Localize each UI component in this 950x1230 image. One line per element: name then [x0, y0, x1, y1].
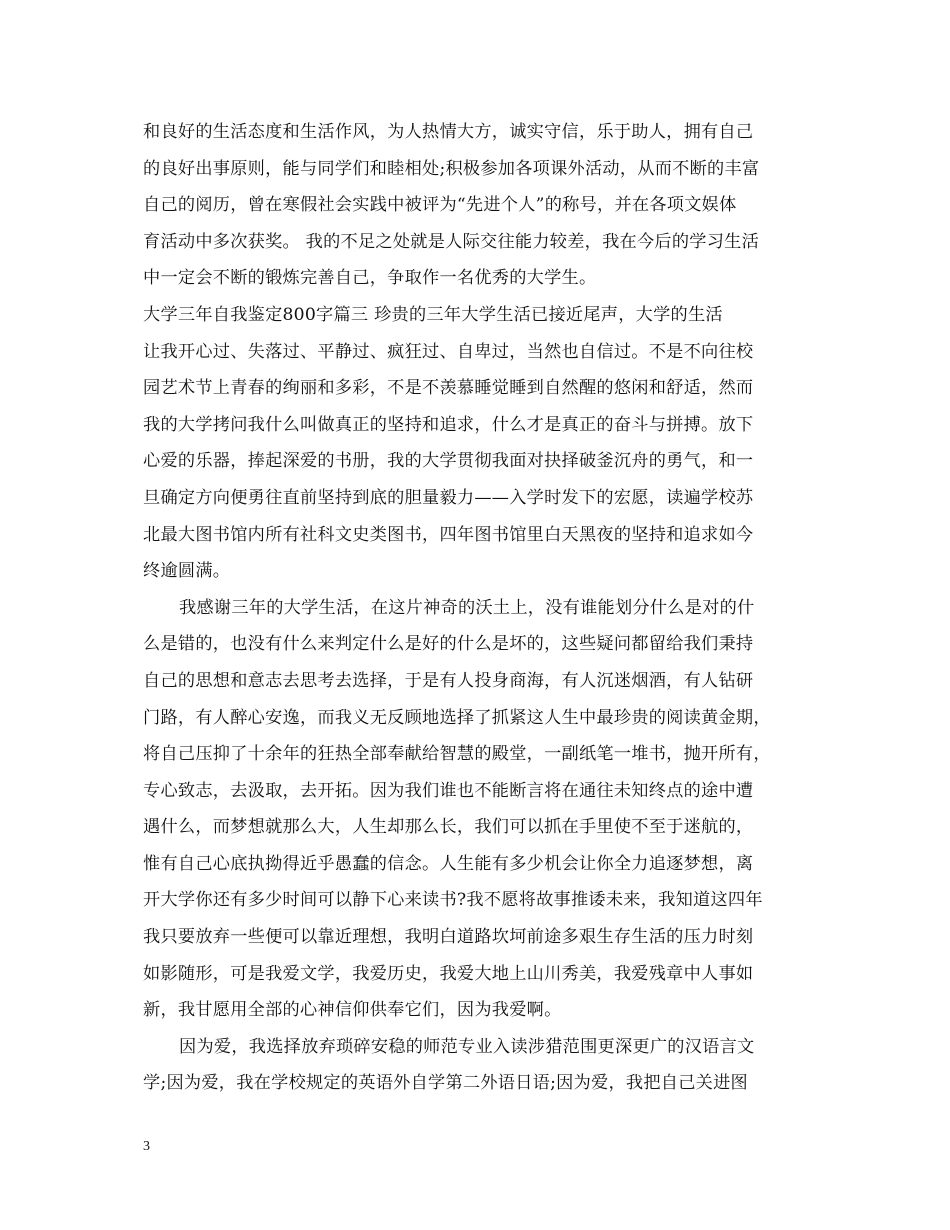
text-line: 么是错的，也没有什么来判定什么是好的什么是坏的，这些疑问都留给我们秉持 — [143, 634, 754, 655]
text-line: 让我开心过、失落过、平静过、疯狂过、自卑过，当然也自信过。不是不向往校 — [143, 341, 754, 362]
text-line: 因为爱，我选择放弃琐碎安稳的师范专业入读涉猎范围更深更广的汉语言文 — [179, 1036, 755, 1057]
text-line: 自己的阅历，曾在寒假社会实践中被评为“先进个人”的称号，并在各项文娱体 — [143, 195, 737, 216]
text-line: 如影随形，可是我爱文学，我爱历史，我爱大地上山川秀美，我爱残章中人事如 — [143, 963, 754, 984]
text-line: 学;因为爱，我在学校规定的英语外自学第二外语日语;因为爱，我把自己关进图 — [143, 1073, 748, 1094]
text-line: 育活动中多次获奖。 我的不足之处就是人际交往能力较差，我在今后的学习生活 — [143, 231, 760, 252]
text-line: 将自己压抑了十余年的狂热全部奉献给智慧的殿堂，一副纸笔一堆书，抛开所有， — [143, 744, 771, 765]
text-line: 惟有自己心底执拗得近乎愚蠢的信念。人生能有多少机会让你全力追逐梦想，离 — [143, 853, 754, 874]
text-line: 专心致志，去汲取，去开拓。因为我们谁也不能断言将在通往未知终点的途中遭 — [143, 780, 754, 801]
text-line: 门路，有人醉心安逸，而我义无反顾地选择了抓紧这人生中最珍贵的阅读黄金期， — [143, 707, 771, 728]
text-line: 园艺术节上青春的绚丽和多彩，不是不羡慕睡觉睡到自然醒的悠闲和舒适，然而 — [143, 378, 754, 399]
text-line: 旦确定方向便勇往直前坚持到底的胆量毅力——入学时发下的宏愿，读遍学校苏 — [143, 487, 754, 508]
body-text — [143, 114, 823, 1102]
text-line: 中一定会不断的锻炼完善自己，争取作一名优秀的大学生。 — [143, 268, 597, 289]
text-line: 遇什么，而梦想就那么大，人生却那么长，我们可以抓在手里使不至于迷航的， — [143, 817, 754, 838]
text-line: 开大学你还有多少时间可以静下心来读书?我不愿将故事推诿未来，我知道这四年 — [143, 890, 763, 911]
text-line: 终逾圆满。 — [143, 561, 231, 582]
text-line: 和良好的生活态度和生活作风，为人热情大方，诚实守信，乐于助人，拥有自己 — [143, 122, 754, 142]
page-number: 3 — [143, 1139, 150, 1154]
text-line: 自己的思想和意志去思考去选择，于是有人投身商海，有人沉迷烟酒，有人钻研 — [143, 670, 754, 691]
text-line: 的良好出事原则，能与同学们和睦相处;积极参加各项课外活动，从而不断的丰富 — [143, 158, 760, 179]
text-line: 新，我甘愿用全部的心神信仰供奉它们，因为我爱啊。 — [143, 1000, 562, 1021]
text-line: 心爱的乐器，捧起深爱的书册，我的大学贯彻我面对抉择破釜沉舟的勇气，和一 — [143, 451, 754, 472]
text-line: 我的大学拷问我什么叫做真正的坚持和追求，什么才是真正的奋斗与拼搏。放下 — [143, 414, 754, 435]
text-line: 北最大图书馆内所有社科文史类图书，四年图书馆里白天黑夜的坚持和追求如今 — [143, 524, 754, 545]
text-line: 我感谢三年的大学生活，在这片神奇的沃土上，没有谁能划分什么是对的什 — [179, 597, 755, 618]
text-line: 大学三年自我鉴定800字篇三 珍贵的三年大学生活已接近尾声，大学的生活 — [143, 304, 723, 325]
text-line: 我只要放弃一些便可以靠近理想，我明白道路坎坷前途多艰生存生活的压力时刻 — [143, 927, 754, 948]
